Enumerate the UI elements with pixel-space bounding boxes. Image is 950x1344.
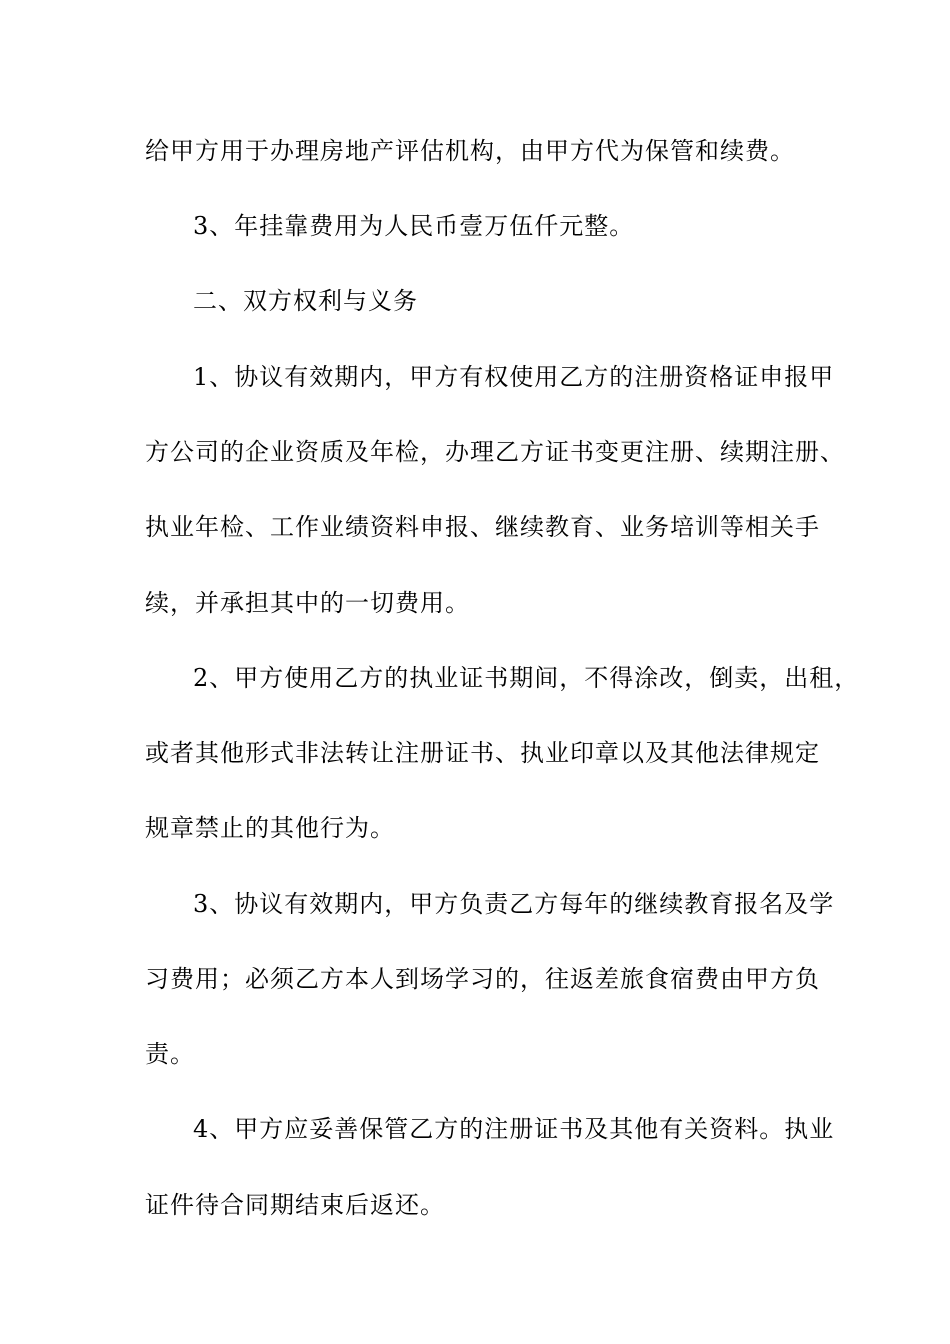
paragraph-line: 给甲方用于办理房地产评估机构，由甲方代为保管和续费。: [145, 137, 795, 165]
paragraph-line: 责。: [145, 1040, 195, 1068]
paragraph-line: 3、年挂靠费用为人民币壹万伍仟元整。: [193, 212, 635, 240]
section-heading: 二、双方权利与义务: [193, 287, 418, 315]
paragraph-line: 或者其他形式非法转让注册证书、执业印章以及其他法律规定: [145, 739, 820, 767]
paragraph-line: 3、协议有效期内，甲方负责乙方每年的继续教育报名及学: [193, 890, 835, 918]
paragraph-line: 4、甲方应妥善保管乙方的注册证书及其他有关资料。执业: [193, 1115, 835, 1143]
paragraph-line: 2、甲方使用乙方的执业证书期间，不得涂改，倒卖，出租，: [193, 664, 860, 692]
paragraph-line: 证件待合同期结束后返还。: [145, 1191, 445, 1219]
paragraph-line: 习费用；必须乙方本人到场学习的，往返差旅食宿费由甲方负: [145, 965, 820, 993]
paragraph-line: 规章禁止的其他行为。: [145, 814, 395, 842]
paragraph-line: 1、协议有效期内，甲方有权使用乙方的注册资格证申报甲: [193, 363, 835, 391]
paragraph-line: 续，并承担其中的一切费用。: [145, 589, 470, 617]
paragraph-line: 方公司的企业资质及年检，办理乙方证书变更注册、续期注册、: [145, 438, 845, 466]
paragraph-line: 执业年检、工作业绩资料申报、继续教育、业务培训等相关手: [145, 513, 820, 541]
